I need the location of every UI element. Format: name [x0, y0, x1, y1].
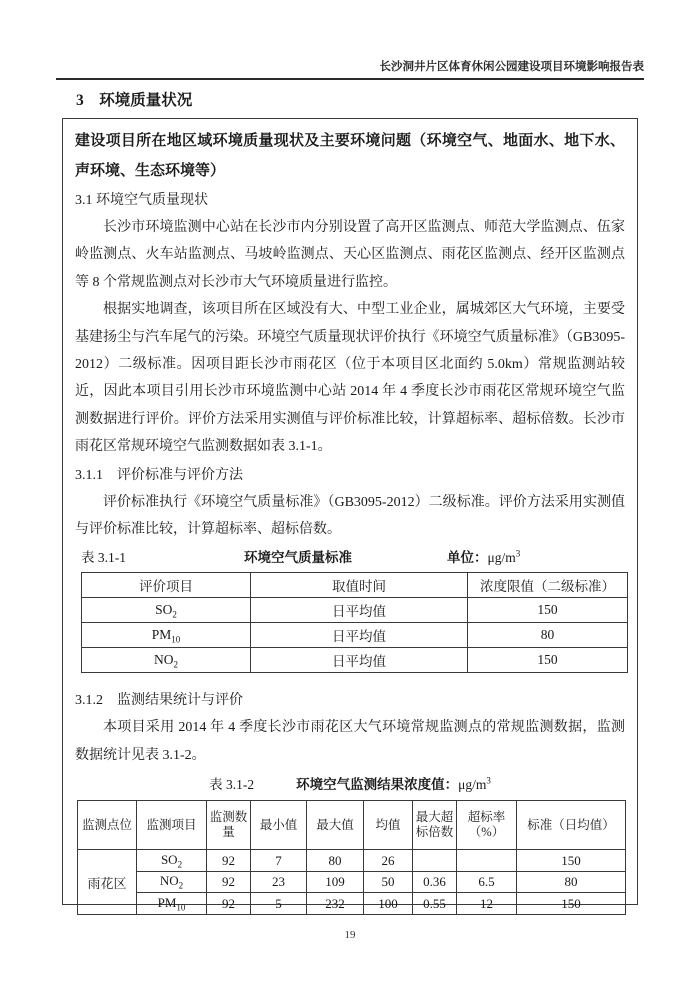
cell-min: 5: [251, 893, 307, 915]
header-cell-item: 监测项目: [137, 801, 207, 850]
header-cell-time: 取值时间: [251, 573, 468, 598]
header-cell-exceed-rate: 超标率（%）: [457, 801, 517, 850]
paragraph-monitoring-sites: 长沙市环境监测中心站在长沙市内分别设置了高开区监测点、师范大学监测点、伍家岭监测点、火车站监测点、马坡岭监测点、天心区监测点、雨花区监测点、经开区监测点等 8 个常规监测点对长沙市大气环境质量进行监控。: [75, 220, 625, 290]
paragraph-monitoring-data: 本项目采用 2014 年 4 季度长沙市雨花区大气环境常规监测点的常规监测数据，监测数据统计见表 3.1-2。: [75, 720, 625, 763]
air-quality-standard-table: [81, 572, 628, 673]
table1-label: 表 3.1-1: [81, 550, 126, 566]
table-row: [78, 893, 626, 915]
cell-max: 109: [307, 871, 364, 893]
cell-exceed-rate: [457, 850, 517, 872]
section-3-1-heading: 3.1 环境空气质量现状: [75, 193, 208, 208]
document-title: 长沙洞井片区体育休闲公园建设项目环境影响报告表: [379, 61, 644, 73]
table-header-row: [82, 573, 628, 598]
cell-avg: 100: [364, 893, 413, 915]
table1-unit: 单位：$\mu g/m^3$: [447, 548, 521, 566]
table1-title: 环境空气质量标准: [244, 550, 352, 566]
cell-limit: 80: [468, 623, 628, 648]
header-cell-item: 评价项目: [82, 573, 251, 598]
cell-count: 92: [207, 871, 251, 893]
header-cell-exceed-factor: 最大超标倍数: [413, 801, 457, 850]
header-cell-count: 监测数量: [207, 801, 251, 850]
box-title: 建设项目所在地区域环境质量现状及主要环境问题（环境空气、地面水、地下水、声环境、生态环境等）: [75, 133, 625, 179]
running-header: [56, 58, 644, 80]
cell-exceed-factor: [413, 850, 457, 872]
cell-time: 日平均值: [251, 648, 468, 673]
cell-exceed-rate: 12: [457, 893, 517, 915]
cell-standard: 150: [517, 893, 626, 915]
header-cell-avg: 均值: [364, 801, 413, 850]
header-cell-standard: 标准（日均值）: [517, 801, 626, 850]
header-cell-site: 监测点位: [78, 801, 137, 850]
table2-label: 表 3.1-2: [209, 777, 255, 793]
chapter-heading: 3 环境质量状况: [76, 92, 193, 109]
paragraph-survey: 根据实地调查，该项目所在区域没有大、中型工业企业，属城郊区大气环境，主要受基建扬尘与汽车尾气的污染。环境空气质量现状评价执行《环境空气质量标准》（GB3095-2012）二级标准。因项目距长沙市雨花区（位于本项目区北面约 5.0km）常规监测站较近，因此本项目引用长沙市环境监测中心站 2014 年 4 季度长沙市雨花区常规环境空气监测数据进行评价。评价方法采用实测值与评价标准比较，计算超标率、超标倍数。长沙市雨花区常规环境空气监测数据如表 3.1-1。: [75, 302, 625, 455]
cell-exceed-rate: 6.5: [457, 871, 517, 893]
section-3-1-2-heading: 3.1.2 监测结果统计与评价: [75, 693, 243, 709]
paragraph-standard-method: 评价标准执行《环境空气质量标准》（GB3095-2012）二级标准。评价方法采用实测值与评价标准比较，计算超标率、超标倍数。: [75, 494, 625, 538]
cell-time: 日平均值: [251, 623, 468, 648]
cell-item: $NO_2$: [137, 871, 207, 893]
cell-site: 雨花区: [78, 850, 137, 915]
table-row: [82, 598, 628, 623]
cell-item: $NO_2$: [82, 648, 251, 673]
cell-limit: 150: [468, 598, 628, 623]
table-row: [82, 648, 628, 673]
table-header-row: [78, 801, 626, 850]
cell-min: 7: [251, 850, 307, 872]
cell-max: 232: [307, 893, 364, 915]
table2-caption: [75, 773, 625, 795]
cell-limit: 150: [468, 648, 628, 673]
cell-item: $PM_{10}$: [137, 893, 207, 915]
cell-count: 92: [207, 893, 251, 915]
cell-exceed-factor: 0.55: [413, 893, 457, 915]
header-cell-min: 最小值: [251, 801, 307, 850]
cell-count: 92: [207, 850, 251, 872]
content-box: [62, 118, 638, 913]
cell-avg: 26: [364, 850, 413, 872]
header-cell-limit: 浓度限值（二级标准）: [468, 573, 628, 598]
table-row: [82, 623, 628, 648]
cell-item: $SO_2$: [137, 850, 207, 872]
page-number: 19: [344, 929, 356, 941]
table1-unit-value: $\mu g/m^3$: [487, 548, 521, 566]
cell-time: 日平均值: [251, 598, 468, 623]
monitoring-results-table: [77, 800, 626, 915]
table1-caption: [81, 546, 625, 568]
cell-min: 23: [251, 871, 307, 893]
section-3-1-1-heading: 3.1.1 评价标准与评价方法: [75, 467, 243, 483]
table-row: [78, 871, 626, 893]
cell-standard: 150: [517, 850, 626, 872]
cell-item: $PM_{10}$: [82, 623, 251, 648]
cell-avg: 50: [364, 871, 413, 893]
cell-standard: 80: [517, 871, 626, 893]
table-row: [78, 850, 626, 872]
cell-exceed-factor: 0.36: [413, 871, 457, 893]
cell-max: 80: [307, 850, 364, 872]
table2-title: 环境空气监测结果浓度值：$\mu g/m^3$: [296, 775, 491, 793]
header-cell-max: 最大值: [307, 801, 364, 850]
table2-unit-value: $\mu g/m^3$: [458, 775, 491, 793]
cell-item: $SO_2$: [82, 598, 251, 623]
